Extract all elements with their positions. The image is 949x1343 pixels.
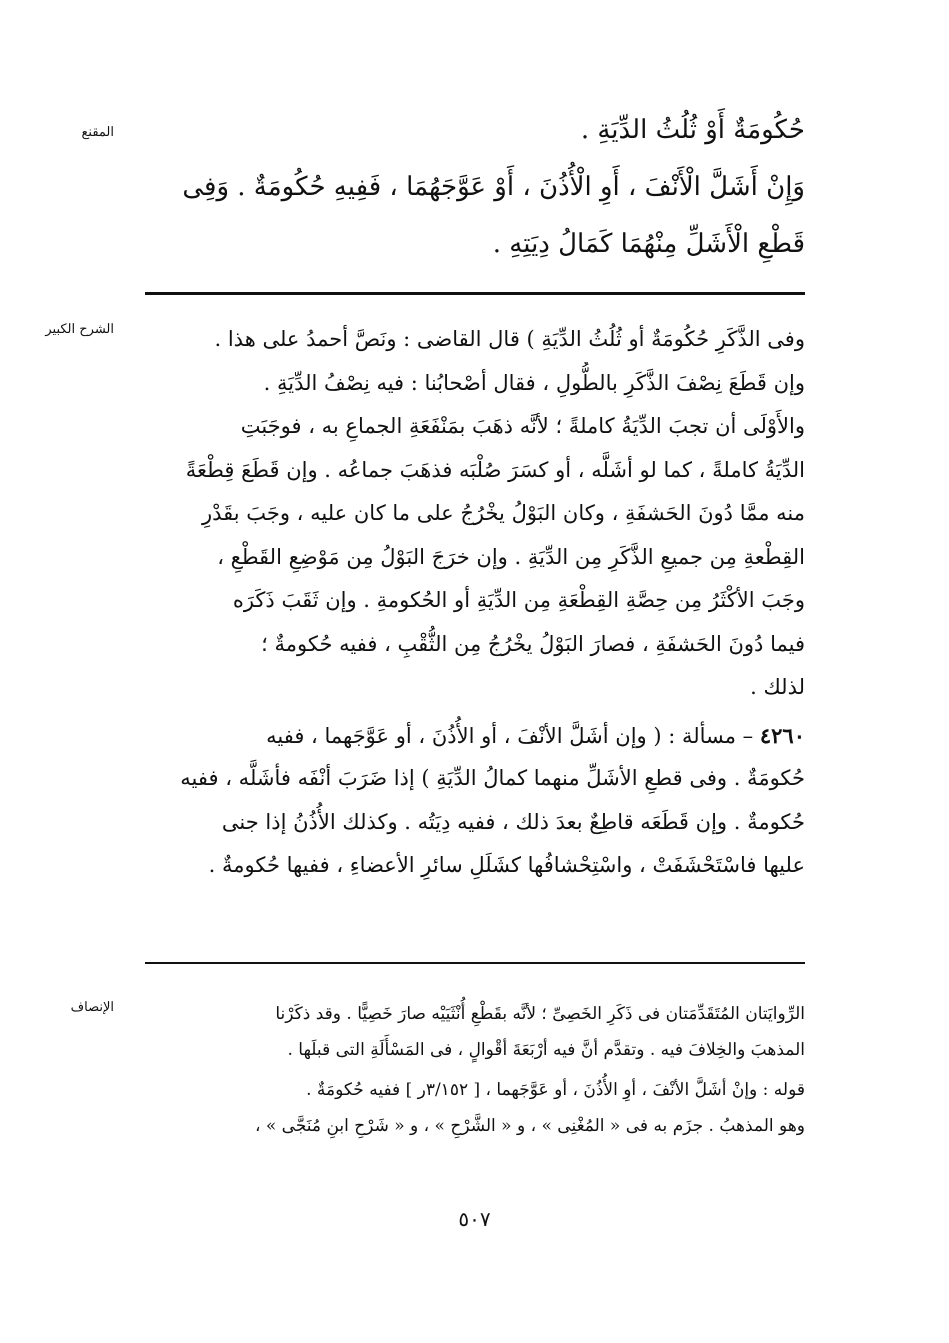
issue-heading: – مسألة : ( وإن أشَلَّ الأنْفَ ، أو الأُذُنَ ، أو عَوَّجَهما ، ففيه bbox=[266, 723, 754, 748]
sharh-text bbox=[140, 318, 805, 888]
text-line: فيما دُونَ الحَشفَةِ ، فصارَ البَوْلُ يخْرُجُ مِن الثُّقْبِ ، ففيه حُكومةٌ ؛ bbox=[261, 631, 805, 656]
text-line: والأَوْلَى أن تجبَ الدِّيَةُ كاملةً ؛ لأنَّه ذهَبَ بمَنْفَعَةِ الجماعِ به ، فوجَبَتِ bbox=[240, 414, 805, 438]
text-line: المذهبَ والخِلافَ فيه . وتقدَّم أنَّ فيه أرْبَعَةَ أقْوالٍ ، فى المَسْأَلَةِ التى قبلَها . bbox=[287, 1040, 805, 1060]
margin-label-insaf: الإنصاف bbox=[70, 1000, 114, 1015]
muqni-text bbox=[140, 102, 805, 273]
text-line: منه ممَّا دُونَ الحَشفَةِ ، وكان البَوْلُ يخْرُجُ على ما كان عليه ، وجَبَ بقَدْرِ bbox=[201, 501, 805, 525]
text-line: وهو المذهبُ . جزَم به فى « المُغْنِى » ، و « الشَّرْحِ » ، و « شَرْحِ ابنِ مُنَجَّى » ، bbox=[254, 1116, 805, 1136]
margin-label-sharh: الشرح الكبير bbox=[45, 322, 114, 337]
page-number: ٥٠٧ bbox=[458, 1207, 491, 1231]
text-line: قوله : وإنْ أشَلَّ الأنْفَ ، أوِ الأُذُنَ ، أو عَوَّجَهما ، [ ٣/١٥٢ر ] ففيه حُكومَةٌ . bbox=[306, 1080, 805, 1100]
text-line: حُكومةٌ . وإن قَطَعَه قاطِعٌ بعدَ ذلك ، ففيه دِيَتُه . وكذلك الأُذُنُ إذا جنى bbox=[221, 809, 805, 834]
text-line: الرِّوايَتان المُتَقَدِّمَتان فى ذَكَرِ الخَصِىِّ ؛ لأنَّه بقَطْعِ أُنْثَيَيْه صارَ خَصِيًّا . وقد ذكَرْنا bbox=[275, 1004, 805, 1024]
text-line bbox=[140, 714, 805, 758]
text-line: القِطْعةِ مِن جميعِ الذَّكَرِ مِن الدِّيَةِ . وإن خرَجَ البَوْلُ مِن مَوْضِعِ القَطْعِ ، bbox=[217, 544, 805, 569]
text-line: وَإِنْ أَشَلَّ الْأَنْفَ ، أَوِ الْأُذُنَ ، أَوْ عَوَّجَهُمَا ، فَفِيهِ حُكُومَةٌ . وَفِى bbox=[182, 172, 805, 202]
text-line: لذلك . bbox=[750, 675, 805, 699]
margin-label-muqni: المقنع bbox=[81, 125, 114, 140]
text-line: حُكومَةٌ . وفى قطعِ الأشَلِّ منهما كمالُ الدِّيَةِ ) إذا ضَرَبَ أنْفَه فأشَلَّه ، ففيه bbox=[180, 766, 805, 790]
issue-number: ٤٢٦٠ bbox=[759, 722, 805, 748]
section-divider bbox=[145, 292, 805, 295]
text-line: حُكُومَةٌ أَوْ ثُلُثُ الدِّيَةِ . bbox=[580, 115, 805, 145]
insaf-text bbox=[140, 996, 805, 1144]
text-line: الدِّيَةُ كاملةً ، كما لو أشَلَّه ، أو كسَرَ صُلْبَه فذهَبَ جماعُه . وإن قَطَعَ قِطْعَةً bbox=[185, 457, 805, 482]
text-line: وإن قَطَعَ نِصْفَ الذَّكَرِ بالطُّولِ ، فقال أصْحابُنا : فيه نِصْفُ الدِّيَةِ . bbox=[263, 370, 805, 395]
text-line: وفى الذَّكَرِ حُكُومَةٌ أو ثُلُثُ الدِّيَةِ ) قال القاضى : ونَصَّ أحمدُ على هذا . bbox=[214, 327, 805, 351]
section-divider bbox=[145, 962, 805, 964]
text-line: قَطْعِ الْأَشَلِّ مِنْهُمَا كَمَالُ دِيَتِهِ . bbox=[492, 229, 805, 259]
text-line: وجَبَ الأكْثَرُ مِن حِصَّةِ القِطْعَةِ مِن الدِّيَةِ أو الحُكومةِ . وإن ثَقَبَ ذَكَرَه bbox=[232, 588, 805, 612]
text-line: عليها فاسْتَحْشَفَتْ ، واسْتِحْشافُها كشَلَلِ سائرِ الأعضاءِ ، ففيها حُكومةٌ . bbox=[208, 853, 805, 877]
